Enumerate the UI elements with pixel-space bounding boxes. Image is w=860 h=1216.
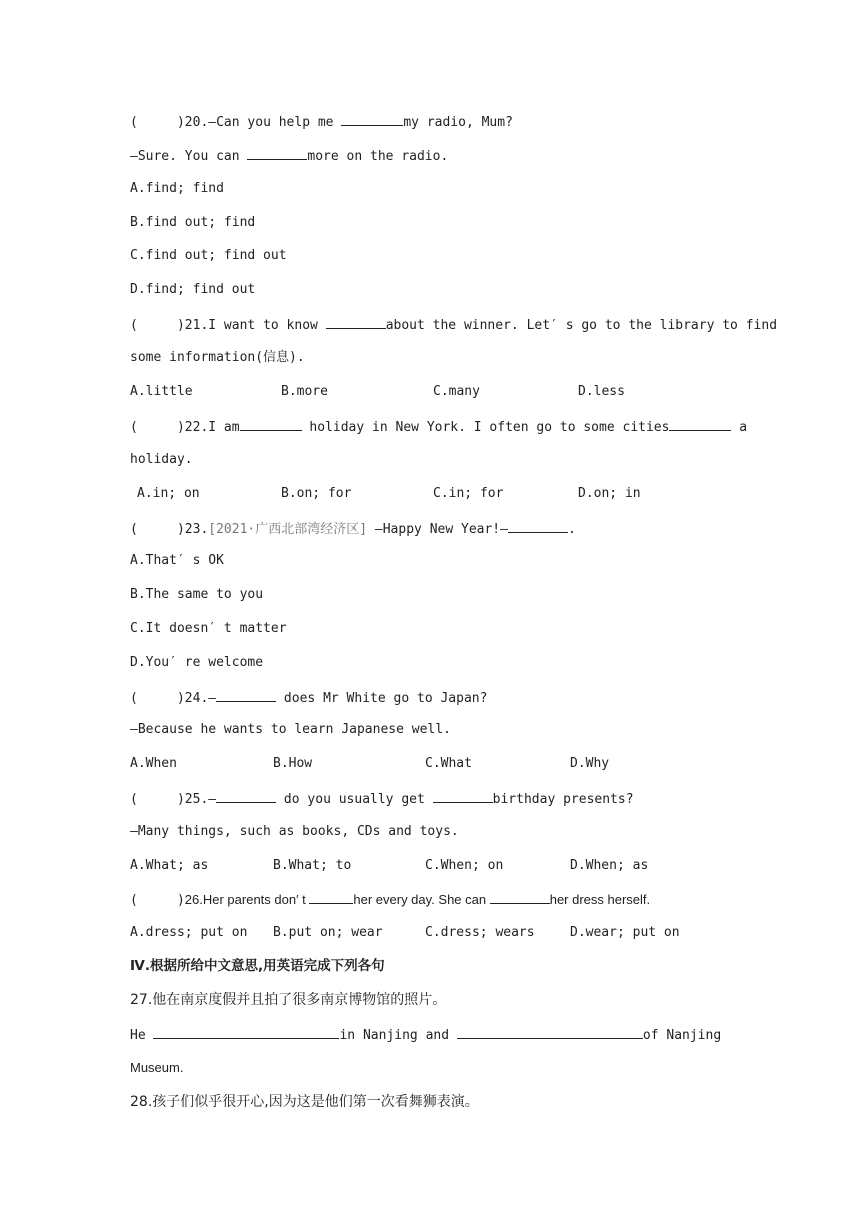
source-tag: [2021·广西北部湾经济区]: [208, 522, 368, 537]
option-a: A.in; on: [137, 486, 200, 501]
answer-bracket[interactable]: ( ): [130, 318, 185, 333]
answer-bracket[interactable]: ( ): [130, 893, 185, 908]
option-b: B.on; for: [281, 486, 352, 501]
blank[interactable]: [216, 789, 276, 803]
question-25-reply: —Many things, such as books, CDs and toys.: [130, 824, 459, 839]
option-d: D.You′ re welcome: [130, 655, 264, 670]
option-a: A.little: [130, 384, 193, 399]
question-20-reply: —Sure. You can more on the radio.: [130, 146, 448, 166]
option-b: B.find out; find: [130, 215, 256, 230]
answer-bracket[interactable]: ( ): [130, 792, 185, 807]
option-c: C.find out; find out: [130, 248, 287, 263]
option-d: D.wear; put on: [570, 925, 680, 940]
blank[interactable]: [433, 789, 493, 803]
option-b: B.put on; wear: [273, 925, 383, 940]
option-c: C.many: [433, 384, 480, 399]
blank[interactable]: [309, 890, 353, 904]
answer-blank[interactable]: [153, 1025, 339, 1039]
option-b: B.What; to: [273, 858, 352, 873]
question-25-stem: ( )25.— do you usually get birthday presents?: [130, 789, 634, 809]
option-b: B.How: [273, 756, 313, 771]
question-26-stem: ( )26.Her parents don′ t her every day. She can her dress herself.: [130, 892, 651, 908]
question-23-stem: ( )23.[2021·广西北部湾经济区] —Happy New Year!— .: [130, 519, 576, 539]
question-20-stem: ( )20.—Can you help me my radio, Mum?: [130, 112, 513, 132]
option-d: D.Why: [570, 756, 610, 771]
blank[interactable]: [669, 417, 731, 431]
option-d: D.find; find out: [130, 282, 256, 297]
blank[interactable]: [247, 146, 307, 160]
answer-bracket[interactable]: ( ): [130, 420, 185, 435]
option-a: A.When: [130, 756, 177, 771]
option-b: B.more: [281, 384, 328, 399]
question-22-stem-cont: holiday.: [130, 452, 193, 467]
answer-bracket[interactable]: ( ): [130, 115, 185, 130]
question-21-stem: ( )21.I want to know about the winner. Let′ s go to the library to find: [130, 315, 777, 335]
answer-bracket[interactable]: ( ): [130, 691, 185, 706]
question-21-stem-cont: some information(信息).: [130, 350, 305, 365]
question-27-chinese: 27.他在南京度假并且拍了很多南京博物馆的照片。: [130, 992, 447, 1008]
option-c: C.It doesn′ t matter: [130, 621, 287, 636]
answer-blank[interactable]: [457, 1025, 643, 1039]
option-b: B.The same to you: [130, 587, 264, 602]
question-27-answer-cont: Museum.: [130, 1060, 184, 1075]
question-28-chinese: 28.孩子们似乎很开心,因为这是他们第一次看舞狮表演。: [130, 1094, 479, 1110]
option-d: D.When; as: [570, 858, 649, 873]
option-d: D.on; in: [578, 486, 641, 501]
question-24-reply: —Because he wants to learn Japanese well.: [130, 722, 451, 737]
question-27-answer-line: He in Nanjing and of Nanjing: [130, 1025, 721, 1045]
question-22-stem: ( )22.I am holiday in New York. I often go to some cities a: [130, 417, 747, 437]
option-d: D.less: [578, 384, 625, 399]
option-a: A.What; as: [130, 858, 209, 873]
blank[interactable]: [216, 688, 276, 702]
blank[interactable]: [508, 519, 568, 533]
option-c: C.When; on: [425, 858, 504, 873]
option-a: A.That′ s OK: [130, 553, 224, 568]
blank[interactable]: [341, 112, 403, 126]
option-a: A.find; find: [130, 181, 224, 196]
option-c: C.dress; wears: [425, 925, 535, 940]
option-c: C.in; for: [433, 486, 504, 501]
question-24-stem: ( )24.— does Mr White go to Japan?: [130, 688, 487, 708]
blank[interactable]: [490, 890, 550, 904]
option-a: A.dress; put on: [130, 925, 248, 940]
answer-bracket[interactable]: ( ): [130, 522, 185, 537]
option-c: C.What: [425, 756, 472, 771]
blank[interactable]: [240, 417, 302, 431]
blank[interactable]: [326, 315, 386, 329]
section-heading: Ⅳ.根据所给中文意思,用英语完成下列各句: [130, 958, 385, 974]
